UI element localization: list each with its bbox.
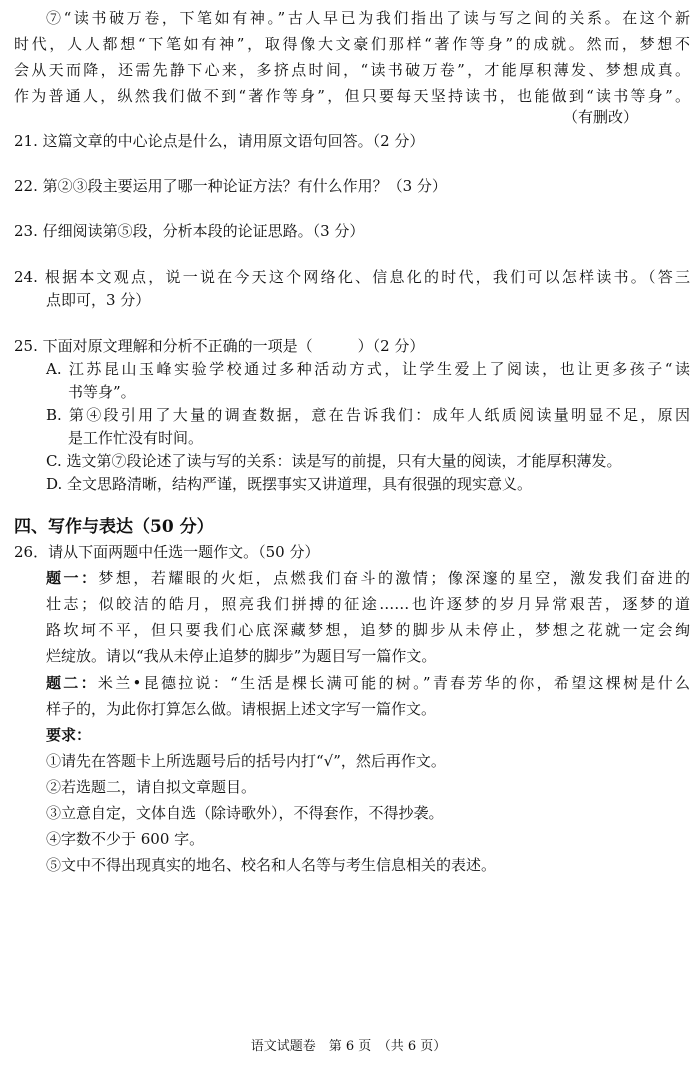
topic-2-label: 题二：	[46, 674, 98, 692]
question-24-line-1: 24. 根据本文观点，说一说在今天这个网络化、信息化的时代，我们可以怎样读书。（答三	[14, 268, 690, 286]
question-25: 25. 下面对原文理解和分析不正确的一项是（ ）（2 分）	[14, 337, 425, 355]
passage-line-2: 时代，人人都想“下笔如有神”，取得像大文豪们那样“著作等身”的成就。然而，梦想不	[14, 35, 690, 53]
requirement-1: ①请先在答题卡上所选题号后的括号内打“√”，然后再作文。	[46, 752, 446, 770]
option-a-line-1: A. 江苏昆山玉峰实验学校通过多种活动方式，让学生爱上了阅读，也让更多孩子“读	[46, 360, 690, 378]
passage-line-3: 会从天而降，还需先静下心来，多挤点时间，“读书破万卷”，才能厚积薄发、梦想成真。	[14, 61, 690, 79]
requirements-label: 要求：	[46, 726, 92, 744]
passage-line-1: ⑦“读书破万卷，下笔如有神。”古人早已为我们指出了读与写之间的关系。在这个新	[46, 9, 690, 27]
question-24-line-2: 点即可，3 分）	[46, 291, 151, 309]
question-23: 23. 仔细阅读第⑤段，分析本段的论证思路。（3 分）	[14, 222, 365, 240]
question-26: 26．请从下面两题中任选一题作文。（50 分）	[14, 543, 320, 561]
requirement-4: ④字数不少于 600 字。	[46, 830, 205, 848]
topic-2-line-2: 样子的，为此你打算怎么做。请根据上述文字写一篇作文。	[46, 700, 437, 718]
requirement-3: ③立意自定，文体自选（除诗歌外），不得套作，不得抄袭。	[46, 804, 444, 822]
edited-note: （有删改）	[563, 108, 639, 126]
option-a-line-2: 书等身”。	[68, 383, 136, 401]
requirement-2: ②若选题二，请自拟文章题目。	[46, 778, 257, 796]
option-b-line-2: 是工作忙没有时间。	[68, 429, 204, 447]
page-footer: 语文试题卷 第 6 页 （共 6 页）	[250, 1039, 447, 1054]
option-b-line-1: B. 第④段引用了大量的调查数据，意在告诉我们：成年人纸质阅读量明显不足，原因	[46, 406, 690, 424]
topic-1-line-4: 烂绽放。请以“我从未停止追梦的脚步”为题目写一篇作文。	[46, 647, 437, 665]
topic-2-line-1	[46, 672, 690, 694]
topic-2-text: 米兰•昆德拉说：“生活是棵长满可能的树。”青春芳华的你，希望这棵树是什么	[97, 674, 690, 692]
section-4-heading: 四、写作与表达（50 分）	[14, 517, 214, 537]
topic-1-text: 梦想，若耀眼的火炬，点燃我们奋斗的激情；像深邃的星空，激发我们奋进的	[98, 569, 690, 587]
passage-line-4: 作为普通人，纵然我们做不到“著作等身”，但只要每天坚持读书，也能做到“读书等身”。	[14, 87, 690, 105]
question-21: 21. 这篇文章的中心论点是什么，请用原文语句回答。（2 分）	[14, 132, 425, 150]
question-22: 22. 第②③段主要运用了哪一种论证方法？有什么作用？（3 分）	[14, 177, 447, 195]
option-c: C. 选文第⑦段论述了读与写的关系：读是写的前提，只有大量的阅读，才能厚积薄发。	[46, 452, 622, 470]
topic-1-line-2: 壮志；似皎洁的皓月，照亮我们拼搏的征途……也许逐梦的岁月异常艰苦，逐梦的道	[46, 595, 690, 613]
topic-1-line-3: 路坎坷不平，但只要我们心底深藏梦想，追梦的脚步从未停止，梦想之花就一定会绚	[46, 621, 690, 639]
topic-1-label: 题一：	[46, 569, 99, 587]
topic-1-line-1	[46, 567, 690, 589]
option-d: D. 全文思路清晰，结构严谨，既摆事实又讲道理，具有很强的现实意义。	[46, 475, 533, 493]
requirement-5: ⑤文中不得出现真实的地名、校名和人名等与考生信息相关的表述。	[46, 856, 497, 874]
